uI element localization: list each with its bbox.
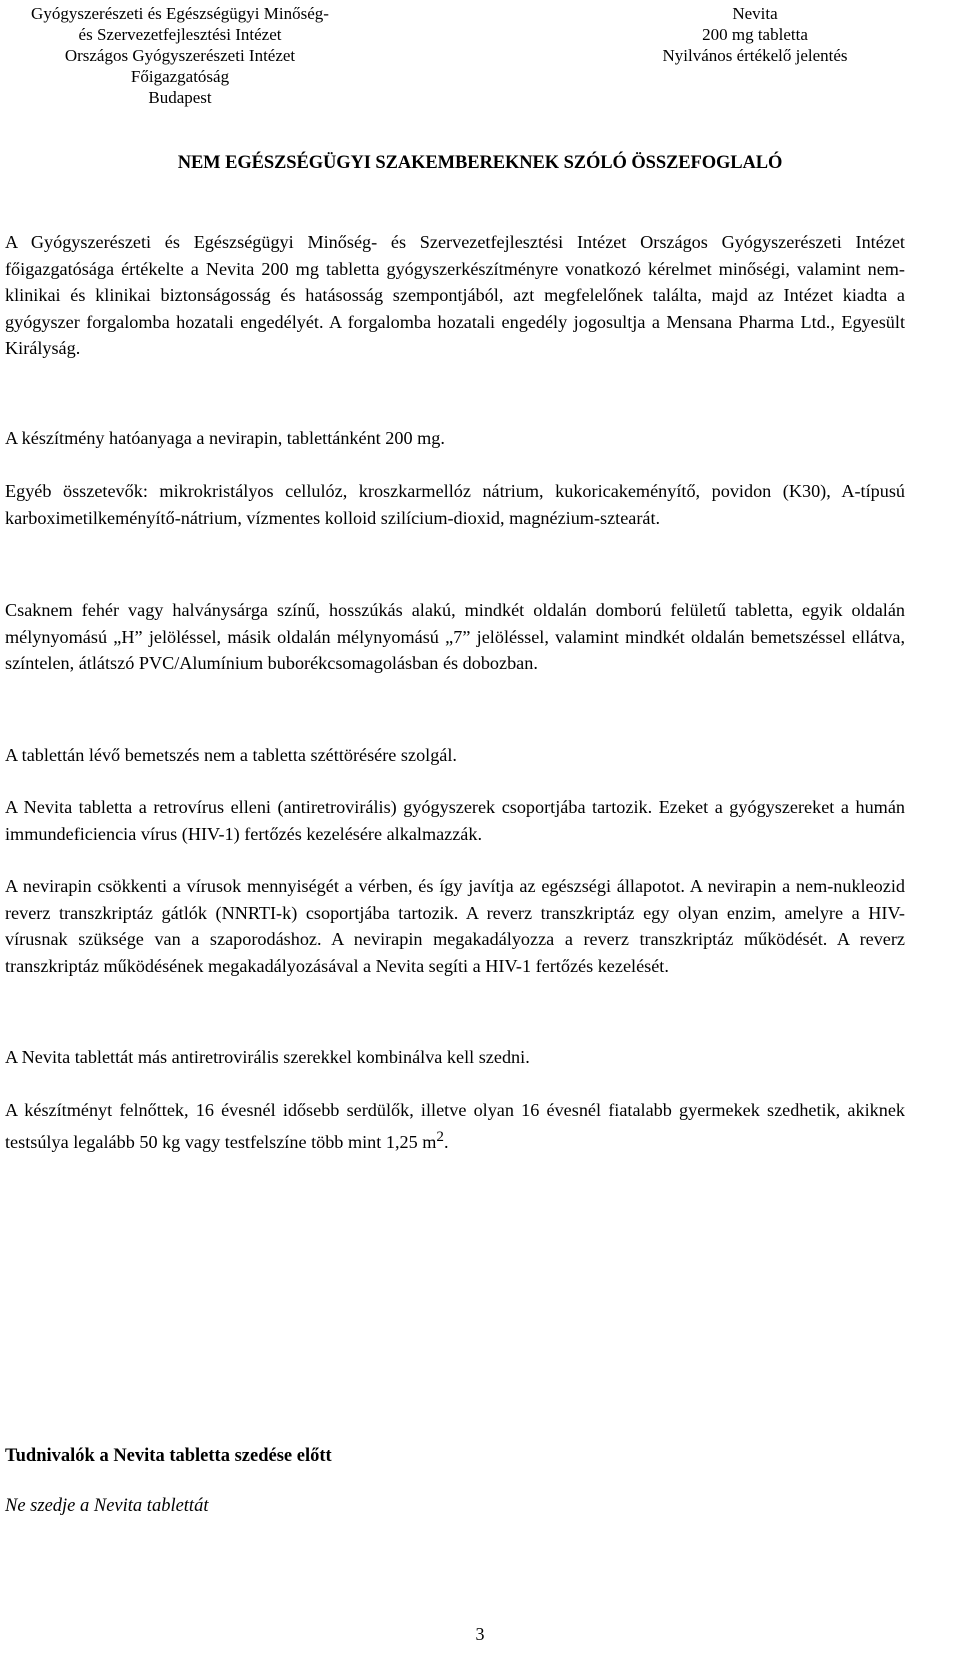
paragraph-population — [5, 1097, 905, 1155]
paragraph-indication — [5, 794, 905, 847]
paragraph-combination — [5, 1044, 905, 1071]
paragraph-appearance — [5, 597, 905, 677]
superscript: 2 — [436, 1127, 444, 1145]
paragraph — [5, 1097, 905, 1155]
header-left-line: Országos Gyógyszerészeti Intézet — [64, 46, 296, 65]
header-institution-block — [0, 3, 360, 108]
paragraph-text: A készítményt felnőttek, 16 évesnél idősebb serdülők, illetve olyan 16 évesnél fiatalabb gyermekek szedhetik, akiknek testsúlya legalább 50 kg vagy testfelszíne több mint 1,25 m — [5, 1100, 905, 1152]
paragraph-assessment — [5, 229, 905, 362]
paragraph: A Nevita tablettát más antiretrovirális szerekkel kombinálva kell szedni. — [5, 1047, 530, 1067]
product-name: Nevita — [732, 4, 778, 23]
paragraph: Egyéb összetevők: mikrokristályos cellulóz, kroszkarmellóz nátrium, kukoricakeményítő, povidon (K30), A-típusú karboximetilkeményítő-nátrium, vízmentes kolloid szilícium-dioxid, magnézium-sztearát. — [5, 481, 905, 528]
header-left-line: Főigazgatóság — [130, 67, 230, 86]
paragraph-excipients — [5, 478, 905, 531]
paragraph-end: . — [443, 1131, 449, 1152]
paragraph: A tablettán lévő bemetszés nem a tabletta széttörésére szolgál. — [5, 745, 457, 765]
header-left-line: és Szervezetfejlesztési Intézet — [78, 25, 282, 44]
report-type: Nyilvános értékelő jelentés — [662, 46, 848, 65]
section-heading: Tudnivalók a Nevita tabletta szedése előtt — [5, 1446, 332, 1466]
paragraph-scoreline — [5, 742, 905, 769]
paragraph-active-substance — [5, 425, 905, 452]
header-left-line: Budapest — [148, 88, 212, 107]
paragraph: A nevirapin csökkenti a vírusok mennyiségét a vérben, és így javítja az egészségi állapotot. A nevirapin a nem-nukleozid reverz transzkriptáz gátlók (NNRTI-k) csoportjába tartozik. A reverz transzkriptáz egy olyan enzim, amelyre a HIV-vírusnak szüksége van a szaporodáshoz. A nevirapin megakadályozza a reverz transzkriptáz működését. A reverz transzkriptáz működésének megakadályozásával a Nevita segíti a HIV-1 fertőzés kezelését. — [5, 876, 905, 976]
paragraph: Csaknem fehér vagy halványsárga színű, hosszúkás alakú, mindkét oldalán domború felületű tabletta, egyik oldalán mélynyomású „H” jelöléssel, másik oldalán mélynyomású „7” jelöléssel, valamint mindkét oldalán bemetszéssel ellátva, színtelen, átlátszó PVC/Alumínium buborékcsomagolásban és dobozban. — [5, 600, 905, 673]
header-left-line: Gyógyszerészeti és Egészségügyi Minőség- — [31, 4, 329, 23]
document-title: NEM EGÉSZSÉGÜGYI SZAKEMBEREKNEK SZÓLÓ ÖSSZEFOGLALÓ — [177, 153, 783, 173]
paragraph: A Gyógyszerészeti és Egészségügyi Minőség- és Szervezetfejlesztési Intézet Országos Gyógyszerészeti Intézet főigazgatósága értékelte a Nevita 200 mg tabletta gyógyszerkészítményre vonatkozó kérelmet minőségi, valamint nem-klinikai és klinikai biztonságosság és hatásosság szempontjából, azt megfelelőnek találta, majd az Intézet kiadta a gyógyszer forgalomba hozatali engedélyét. A forgalomba hozatali engedély jogosultja a Mensana Pharma Ltd., Egyesült Királyság. — [5, 232, 905, 358]
page-number: 3 — [475, 1624, 485, 1644]
paragraph: A készítmény hatóanyaga a nevirapin, tablettánként 200 mg. — [5, 428, 445, 448]
paragraph-mechanism — [5, 873, 905, 979]
header-product-block — [635, 3, 875, 66]
product-strength: 200 mg tabletta — [702, 25, 808, 44]
paragraph: A Nevita tabletta a retrovírus elleni (antiretrovirális) gyógyszerek csoportjába tartozik. Ezeket a gyógyszereket a humán immundeficiencia vírus (HIV-1) fertőzés kezelésére alkalmazzák. — [5, 797, 905, 844]
section-subheading: Ne szedje a Nevita tablettát — [5, 1496, 209, 1516]
